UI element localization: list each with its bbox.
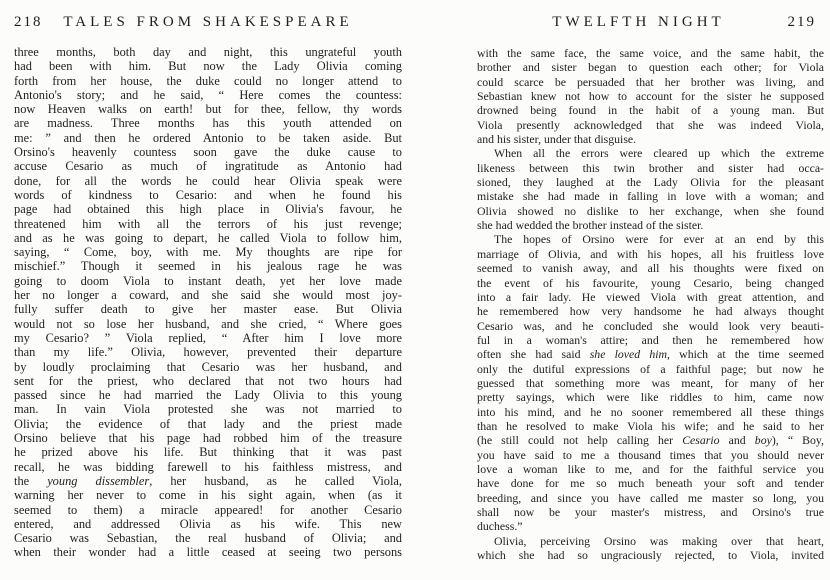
text-line: Orsino's heavenly countess soon gave the duke cause to xyxy=(14,145,402,160)
paragraph xyxy=(14,45,402,560)
right-page-header xyxy=(477,12,824,32)
text-line: guessed that something more was meant, for many of her xyxy=(477,375,824,390)
text-line: he prized above his life. But thinking that it was past xyxy=(14,445,402,460)
text-line: me: ” and then he ordered Antonio to be taken aside. But xyxy=(14,130,402,145)
text-line: Antonio's story; and he said, “ Here comes the countess: xyxy=(14,87,402,102)
text-line: often she had said she loved him, which at the time seemed xyxy=(477,347,824,362)
text-line: accuse Cesario as much of ingratitude as Antonio had xyxy=(14,159,402,174)
paragraph xyxy=(477,46,824,146)
text-line: Olivia showed no dislike to her exchange, when she found xyxy=(477,203,824,218)
text-line: she had wedded the brother instead of the sister. xyxy=(477,218,704,233)
text-line: (he still could not help calling her Cesario and boy), “ Boy, xyxy=(477,433,824,448)
text-line: duchess.” xyxy=(477,519,523,534)
text-line: which she had so ungraciously rejected, to Viola, invited xyxy=(477,548,824,563)
text-line: the event of his favourite, young Cesario, being changed xyxy=(477,275,824,290)
text-line: threatened him with all the terrors of his just revenge; xyxy=(14,216,402,231)
text-line: and as he was going to depart, he called Viola to follow him, xyxy=(14,230,402,245)
text-line: Olivia; the evidence of that lady and the priest made xyxy=(14,416,402,431)
text-line: are madness. Three months has this youth attended on xyxy=(14,116,402,131)
text-line: love a woman like to me, and for the faithful service you xyxy=(477,461,824,476)
text-line: when their wonder had a little ceased at seeing two persons xyxy=(14,545,402,560)
text-line: would not so lose her husband, and she cried, “ Where goes xyxy=(14,316,402,331)
text-line: entered, and addressed Olivia as his wife. This new xyxy=(14,516,402,531)
text-line: he remembered how very handsome he had always thought xyxy=(477,304,824,319)
text-line: than he resolved to make Viola his wife; and he said to her xyxy=(477,418,824,433)
text-line: with the same face, the same voice, and the same habit, the xyxy=(477,46,824,60)
text-line: seemed to vanish away, and all his thoughts were fixed on xyxy=(477,261,824,276)
left-page-header xyxy=(14,12,402,32)
text-line: her no longer a coward, and she said she would most joy- xyxy=(14,288,402,303)
text-line: mistake she had made in falling in love with a woman; and xyxy=(477,189,824,204)
text-line: my Cesario? ” Viola replied, “ After him I love more xyxy=(14,330,402,345)
text-line: The hopes of Orsino were for ever at an end by this xyxy=(494,232,824,247)
text-line: Sebastian knew not how to account for the sister he supposed xyxy=(477,89,824,104)
text-line: ful in a woman's attire; and then he remembered how xyxy=(477,332,824,347)
text-line: going to doom Viola to instant death, yet her love made xyxy=(14,273,402,288)
text-line: had been with him. But now the Lady Olivia coming xyxy=(14,59,402,74)
text-line: have done for me so much beneath your soft and tender xyxy=(477,476,824,491)
text-line: into a fair lady. He viewed Viola with great attention, and xyxy=(477,289,824,304)
text-line: the young dissembler, her husband, as he called Viola, xyxy=(14,473,402,488)
text-line: brother and sister began to question each other; for Viola xyxy=(477,60,824,75)
right-running-head: TWELFTH NIGHT xyxy=(552,14,725,30)
text-line: now Heaven walks on earth! but for thee, fellow, thy words xyxy=(14,102,402,117)
text-line: page had obtained this high place in Olivia's favour, he xyxy=(14,202,402,217)
text-line: breeding, and since you have called me master so long, you xyxy=(477,490,824,505)
text-line: marriage of Olivia, and with his hopes, all his fruitless love xyxy=(477,246,824,261)
text-line: you have said to me a thousand times that you should never xyxy=(477,447,824,462)
left-folio: 218 xyxy=(14,14,43,30)
text-line: into his mind, and he no sooner remembered all these things xyxy=(477,404,824,419)
text-line: man. In vain Viola protested she was not married to xyxy=(14,402,402,417)
text-line: Viola presently acknowledged that she was indeed Viola, xyxy=(477,117,824,132)
paragraph xyxy=(477,232,824,533)
paragraph xyxy=(477,146,824,232)
text-line: Orsino believe that his page had robbed him of the treasure xyxy=(14,431,402,446)
text-line: passed since he had married the Lady Olivia to this young xyxy=(14,388,402,403)
text-line: only the dutiful expressions of a faithful page; but now he xyxy=(477,361,824,376)
text-line: Olivia, perceiving Orsino was making over that heart, xyxy=(494,533,824,548)
text-line: words of kindness to Cesario: and when he found his xyxy=(14,187,402,202)
text-line: fully suffer death to give her master ease. But Olivia xyxy=(14,302,402,317)
right-page-body xyxy=(477,46,824,562)
paragraph xyxy=(477,534,824,563)
text-line: three months, both day and night, this ungrateful youth xyxy=(14,45,402,59)
text-line: seemed to them) a miracle appeared! for another Cesario xyxy=(14,502,402,517)
text-line: saying, “ Come, boy, with me. My thoughts are ripe for xyxy=(14,245,402,260)
text-line: sent for the priest, who declared that not two hours had xyxy=(14,373,402,388)
left-page-body xyxy=(14,45,402,560)
right-folio: 219 xyxy=(787,14,816,30)
text-line: forth from her house, the duke could no longer attend to xyxy=(14,73,402,88)
left-running-head: TALES FROM SHAKESPEARE xyxy=(63,14,353,30)
text-line: than my life.” Olivia, however, prevented their departure xyxy=(14,345,402,360)
text-line: pretty sayings, which were like riddles to him, came now xyxy=(477,390,824,405)
text-line: warning her never to come in his sight again, when (as it xyxy=(14,488,402,503)
text-line: could scarce be persuaded that her brother was living, and xyxy=(477,74,824,89)
text-line: drowned being found in the habit of a young man. But xyxy=(477,103,824,118)
text-line: done, for all the words he could hear Olivia speak were xyxy=(14,173,402,188)
left-page xyxy=(14,0,402,580)
text-line: recall, he was bidding farewell to his faithless mistress, and xyxy=(14,459,402,474)
text-line: Cesario was Sebastian, the real husband of Olivia; and xyxy=(14,531,402,546)
text-line: Cesario was, and he concluded she would look very beauti- xyxy=(477,318,824,333)
text-line: likeness between this twin brother and sister had occa- xyxy=(477,160,824,175)
right-page xyxy=(477,0,824,580)
text-line: by loudly proclaiming that Cesario was her husband, and xyxy=(14,359,402,374)
text-line: shall now be your master's mistress, and Orsino's true xyxy=(477,505,824,519)
text-line: mischief.” Though it seemed in his jealous rage he was xyxy=(14,259,402,274)
text-line: When all the errors were cleared up which the extreme xyxy=(494,146,824,161)
text-line: sioned, they laughed at the Lady Olivia for the pleasant xyxy=(477,175,824,190)
text-line: and his sister, under that disguise. xyxy=(477,132,637,147)
